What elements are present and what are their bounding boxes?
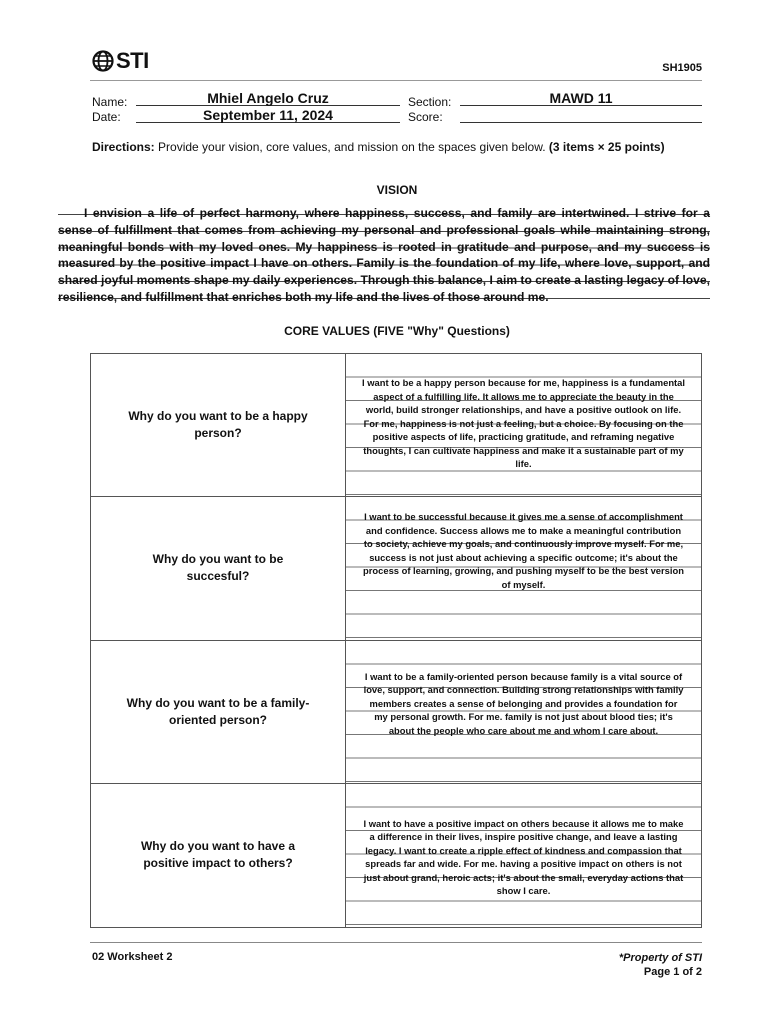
answer-cell[interactable] [346, 784, 701, 927]
answer-text: I want to be a family-oriented person because family is a vital source of love, support, and connection. Building strong relationships with family members creates a sense of belonging and provides a foundation for my personal growth. For me. family is not just about blood ties; it's about the people who care about me and whom I care about. [363, 670, 684, 736]
globe-icon [92, 50, 114, 72]
section-field[interactable]: MAWD 11 [460, 91, 702, 106]
table-row [91, 784, 701, 927]
answer-cell[interactable] [346, 497, 701, 639]
directions-label: Directions: [92, 140, 155, 154]
date-label: Date: [92, 110, 121, 124]
answer-text: I want to be a happy person because for me, happiness is a fundamental aspect of a fulfilling life. It allows me to appreciate the beauty in the world, build stronger relationships, and have a positive outlook on life. For me, happiness is not just a feeling, but a choice. By focusing on the positive aspects of life, practicing gratitude, and reframing negative thoughts, I can cultivate happiness and make it a sustainable part of my life. [362, 377, 685, 469]
table-row [91, 497, 701, 640]
document-code: SH1905 [662, 62, 702, 74]
question-cell: Why do you want to be a family-oriented person? [91, 641, 346, 783]
table-row [91, 641, 701, 784]
directions-text: Provide your vision, core values, and mission on the spaces given below. [154, 140, 549, 154]
logo-text: STI [116, 48, 149, 73]
question-cell: Why do you want to be a happy person? [91, 354, 346, 496]
table-row [91, 354, 701, 497]
date-field[interactable]: September 11, 2024 [136, 108, 400, 123]
answer-cell[interactable] [346, 354, 701, 496]
footer-divider [90, 942, 702, 943]
question-cell: Why do you want to be succesful? [91, 497, 346, 639]
core-values-table [90, 353, 702, 928]
name-field[interactable]: Mhiel Angelo Cruz [136, 91, 400, 106]
answer-text: I want to have a positive impact on others because it allows me to make a difference in their lives, inspire positive change, and leave a lasting legacy. I want to create a ripple effect of kindness and compassion that spreads far and wide. For me. having a positive impact on others is not just about grand, heroic acts; it's about the small, everyday actions that show I care. [363, 817, 684, 897]
name-label: Name: [92, 95, 128, 109]
page-number: Page 1 of 2 [643, 966, 702, 978]
footer-right [619, 951, 702, 979]
question-cell: Why do you want to have a positive impact to others? [91, 784, 346, 927]
property-notice: *Property of STI [618, 952, 702, 964]
footer-worksheet-label: 02 Worksheet 2 [92, 951, 173, 963]
directions-points: (3 items × 25 points) [548, 140, 665, 154]
vision-title: VISION [376, 183, 418, 197]
sti-logo [92, 48, 152, 74]
header-divider [90, 80, 702, 81]
core-values-title: CORE VALUES (FIVE "Why" Questions) [284, 324, 510, 338]
section-label: Section: [408, 95, 452, 109]
vision-text: I envision a life of perfect harmony, where happiness, success, and family are intertwined. I strive for a sense of fulfillment that comes from achieving my personal and professional goals while maintaining strong, meaningful bonds with my loved ones. My happiness is rooted in gratitude and purpose, and my success is measured by the positive impact I have on others. Family is the foundation of my life, where love, support, and shared joyful moments shape my daily experiences. Through this balance, I aim to create a lasting legacy of love, resilience, and fulfillment that enriches both my life and the lives of those around me. [58, 206, 710, 304]
answer-text: I want to be successful because it gives me a sense of accomplishment and confidence. Success allows me to make a meaningful contribution to society, achieve my goals, and continuously improve myself. For me, success is not just about achieving a specific outcome; it's about the process of learning, growing, and pushing myself to be the best version of myself. [363, 511, 684, 590]
answer-cell[interactable] [346, 641, 701, 783]
score-label: Score: [408, 110, 443, 124]
directions [92, 140, 702, 154]
score-field[interactable] [460, 108, 702, 123]
